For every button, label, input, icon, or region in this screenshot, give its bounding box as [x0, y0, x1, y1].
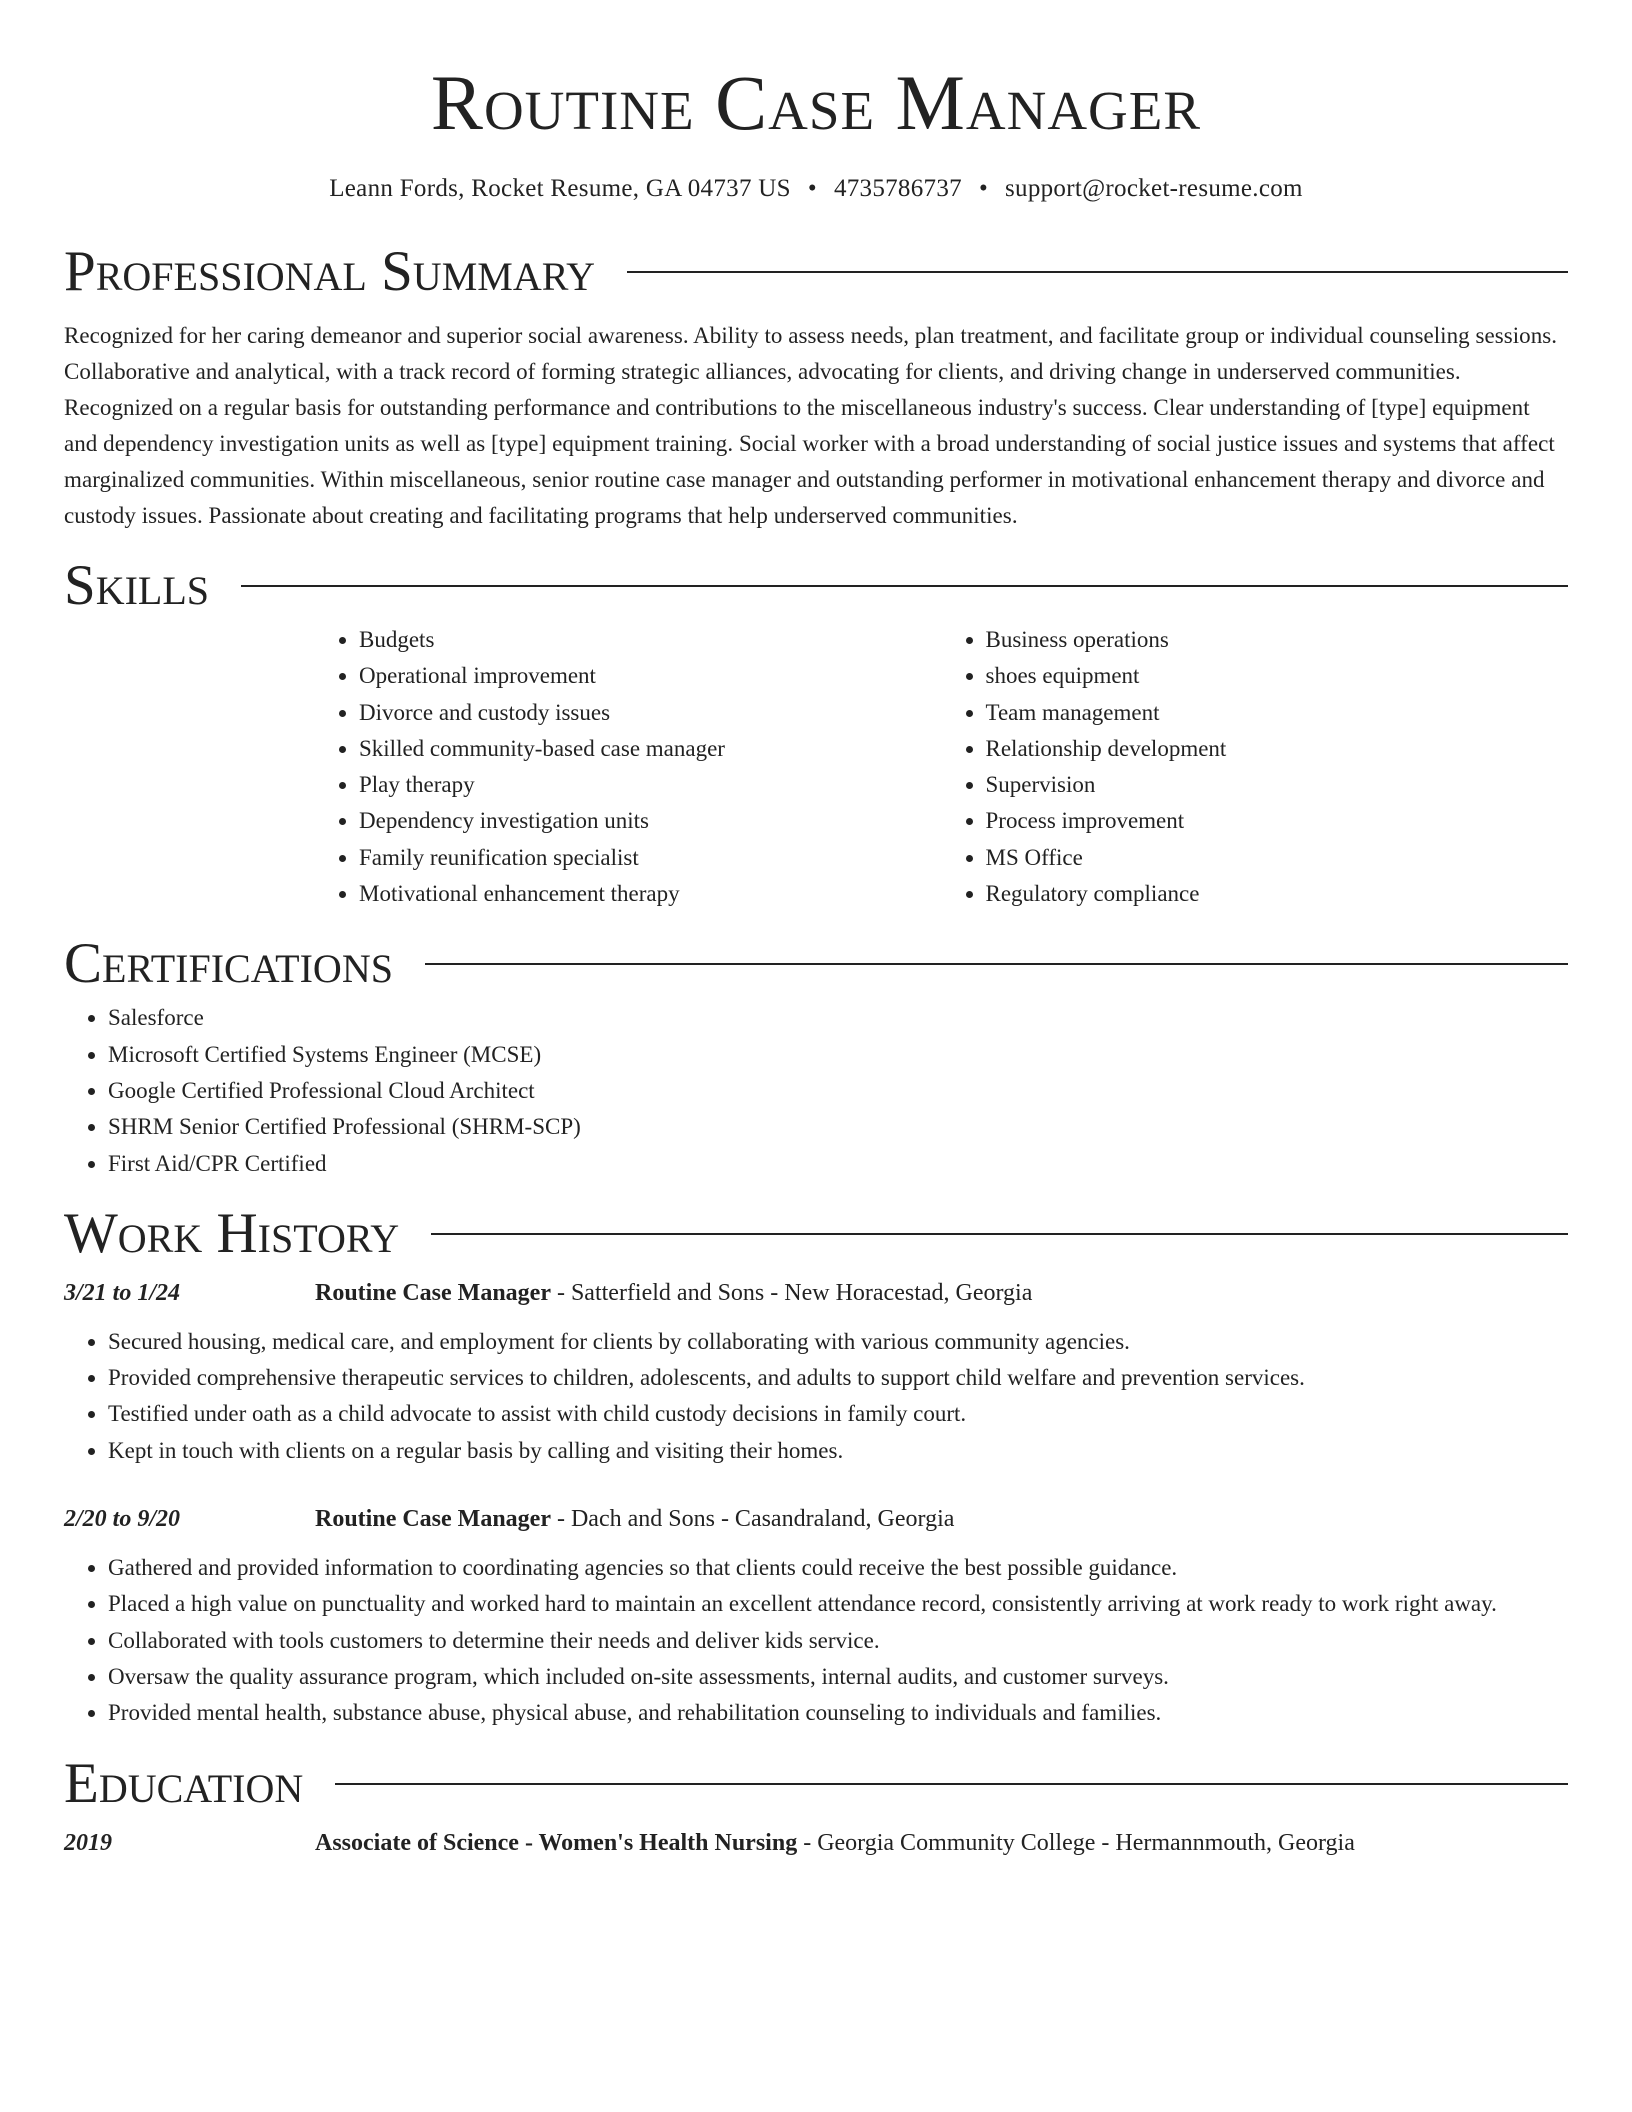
skill-item: • Skilled community-based case manager: [359, 731, 942, 767]
section-divider: [431, 1233, 1568, 1235]
education-heading: [315, 1828, 1355, 1858]
certification-item: • Google Certified Professional Cloud Architect: [108, 1073, 1568, 1109]
job-heading: [315, 1278, 1032, 1308]
section-heading-skills: Skills: [64, 554, 210, 617]
contact-separator: •: [978, 175, 988, 202]
skill-item: • Family reunification specialist: [359, 840, 942, 876]
contact-email: support@rocket-resume.com: [1005, 175, 1303, 202]
section-divider: [335, 1783, 1568, 1785]
education-section-header: [64, 1751, 1568, 1815]
job-header: [64, 1278, 1568, 1308]
skill-item: • Motivational enhancement therapy: [359, 876, 942, 912]
skill-item: • Relationship development: [986, 731, 1569, 767]
certification-item: • First Aid/CPR Certified: [108, 1146, 1568, 1182]
skills-list-left: [315, 622, 942, 912]
education-degree: Associate of Science - Women's Health Nursing: [315, 1829, 798, 1856]
job-employer: - Dach and Sons - Casandraland, Georgia: [550, 1506, 955, 1533]
section-divider: [627, 271, 1568, 273]
certification-item: • Microsoft Certified Systems Engineer (MCSE): [108, 1037, 1568, 1073]
skills-grid: [315, 622, 1568, 912]
education-school: - Georgia Community College - Hermannmouth, Georgia: [797, 1829, 1355, 1856]
skill-item: • Budgets: [359, 622, 942, 658]
section-heading-summary: Professional Summary: [64, 240, 596, 303]
job-bullet: • Gathered and provided information to coordinating agencies so that clients could receive the best possible guidance.: [108, 1550, 1568, 1586]
resume-title: Routine Case Manager: [430, 59, 1202, 146]
job-bullets: [64, 1550, 1568, 1731]
job-bullet: • Placed a high value on punctuality and worked hard to maintain an excellent attendance record, consistently arriving at work ready to work right away.: [108, 1586, 1568, 1622]
summary-text: Recognized for her caring demeanor and superior social awareness. Ability to assess needs, plan treatment, and facilitate group or individual counseling sessions. Collaborative and analytical, with a track record of forming strategic alliances, advocating for clients, and driving change in underserved communities. Recognized on a regular basis for outstanding performance and contributions to the miscellaneous industry's success. Clear understanding of [type] equipment and dependency investigation units as well as [type] equipment training. Social worker with a broad understanding of social justice issues and systems that affect marginalized communities. Within miscellaneous, senior routine case manager and outstanding performer in motivational enhancement therapy and divorce and custody issues. Passionate about creating and facilitating programs that help underserved communities.: [64, 323, 1558, 528]
job-employer: - Satterfield and Sons - New Horacestad, Georgia: [550, 1279, 1033, 1306]
section-divider: [241, 585, 1568, 587]
job-dates: 2/20 to 9/20: [64, 1506, 181, 1533]
job-bullet: • Testified under oath as a child advocate to assist with child custody decisions in family court.: [108, 1396, 1568, 1432]
skill-item: • shoes equipment: [986, 658, 1569, 694]
summary-section-header: [64, 242, 1568, 302]
section-heading-certifications: Certifications: [64, 932, 393, 996]
certification-item: • SHRM Senior Certified Professional (SHRM-SCP): [108, 1109, 1568, 1145]
contact-address: Leann Fords, Rocket Resume, GA 04737 US: [329, 175, 791, 202]
job-header: [64, 1504, 1568, 1534]
job-bullet: • Secured housing, medical care, and employment for clients by collaborating with various community agencies.: [108, 1324, 1568, 1360]
section-divider: [425, 963, 1568, 965]
certifications-list: [64, 1000, 1568, 1181]
work-history-section-header: [64, 1201, 1568, 1265]
section-heading-work-history: Work History: [64, 1201, 400, 1265]
contact-phone: 4735786737: [833, 175, 962, 202]
skills-list-right: [942, 622, 1569, 912]
certifications-section-header: [64, 934, 1568, 994]
resume-page: [64, 0, 1568, 1858]
skill-item: • Divorce and custody issues: [359, 695, 942, 731]
job-title: Routine Case Manager: [315, 1279, 551, 1306]
education-year: 2019: [64, 1829, 112, 1856]
job-heading: [315, 1504, 954, 1534]
contact-line: [64, 174, 1568, 204]
skill-item: • Play therapy: [359, 767, 942, 803]
job-title: Routine Case Manager: [315, 1506, 551, 1533]
job-bullets: [64, 1324, 1568, 1469]
job-bullet: • Provided comprehensive therapeutic services to children, adolescents, and adults to support child welfare and prevention services.: [108, 1360, 1568, 1396]
job-bullet: • Kept in touch with clients on a regular basis by calling and visiting their homes.: [108, 1433, 1568, 1469]
skill-item: • MS Office: [986, 840, 1569, 876]
skill-item: • Dependency investigation units: [359, 803, 942, 839]
job-dates: 3/21 to 1/24: [64, 1279, 181, 1306]
skill-item: • Regulatory compliance: [986, 876, 1569, 912]
skill-item: • Process improvement: [986, 803, 1569, 839]
skill-item: • Team management: [986, 695, 1569, 731]
skill-item: • Operational improvement: [359, 658, 942, 694]
job-bullet: • Oversaw the quality assurance program, which included on-site assessments, internal audits, and customer surveys.: [108, 1659, 1568, 1695]
skills-section-header: [64, 556, 1568, 616]
skill-item: • Supervision: [986, 767, 1569, 803]
education-entry: [64, 1828, 1568, 1858]
section-heading-education: Education: [64, 1751, 304, 1815]
skill-item: • Business operations: [986, 622, 1569, 658]
job-bullet: • Collaborated with tools customers to determine their needs and deliver kids service.: [108, 1623, 1568, 1659]
contact-separator: •: [807, 175, 817, 202]
job-bullet: • Provided mental health, substance abuse, physical abuse, and rehabilitation counseling to individuals and families.: [108, 1695, 1568, 1731]
certification-item: • Salesforce: [108, 1000, 1568, 1036]
